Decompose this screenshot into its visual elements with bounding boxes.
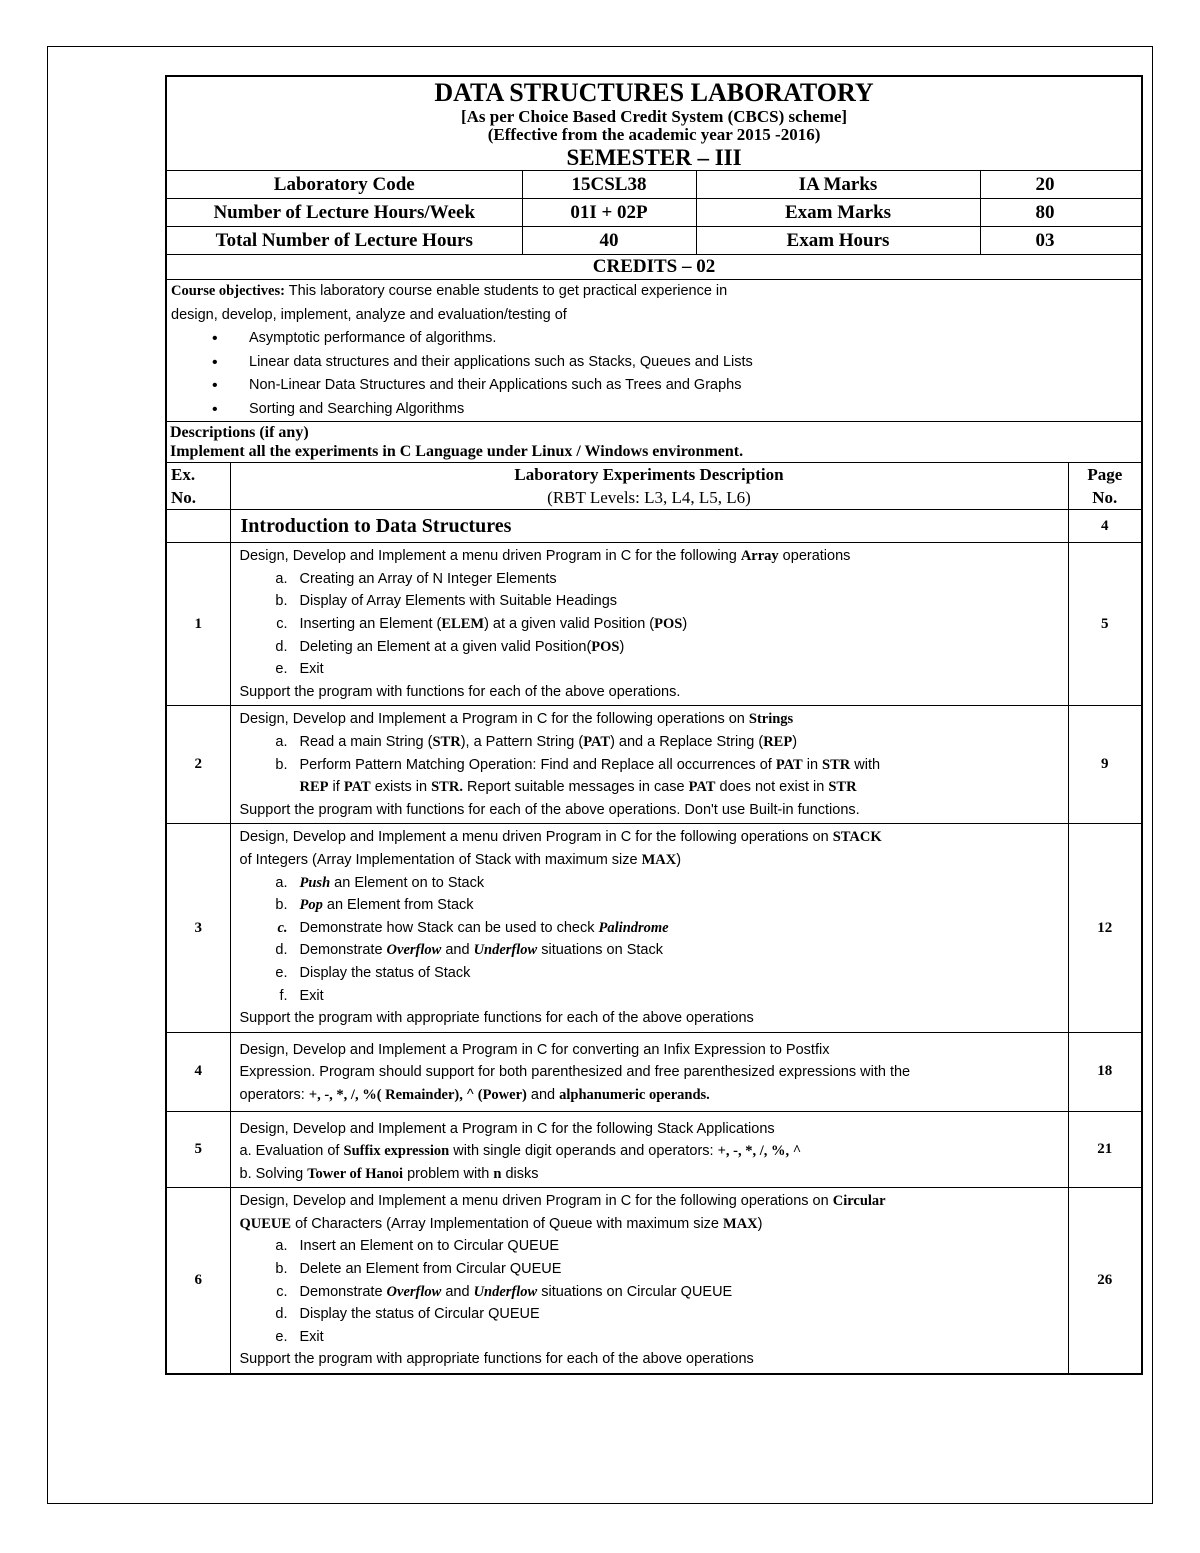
info-row	[166, 171, 1142, 199]
list-item: c. Demonstrate how Stack can be used to check Palindrome	[277, 919, 669, 936]
info-label: Laboratory Code	[166, 171, 522, 199]
exno-header: Ex. No.	[166, 463, 230, 510]
list-item: a. Read a main String (STR), a Pattern String (PAT) and a Replace String (REP)	[275, 734, 798, 751]
page-number: 12	[1068, 824, 1142, 1032]
info-label: Exam Marks	[696, 199, 980, 227]
list-item: • Linear data structures and their applications such as Stacks, Queues and Lists	[249, 351, 1137, 375]
info-value: 40	[522, 227, 696, 255]
objectives-label: Course objectives:	[171, 283, 285, 300]
list-item: d. Deleting an Element at a given valid Position(POS)	[275, 638, 625, 655]
page-number: 9	[1068, 706, 1142, 824]
info-value: 20	[980, 171, 1142, 199]
intro-title: Introduction to Data Structures	[230, 510, 1068, 543]
page-header: Page No.	[1068, 463, 1142, 510]
descriptions-text: Implement all the experiments in C Language under Linux / Windows environment.	[170, 443, 744, 461]
info-value: 80	[980, 199, 1142, 227]
list-item: c. Demonstrate Overflow and Underflow situations on Circular QUEUE	[276, 1283, 733, 1300]
experiment-number: 4	[166, 1032, 230, 1111]
page-number: 21	[1068, 1111, 1142, 1188]
table-row	[166, 1032, 1142, 1111]
list-item: a. Insert an Element on to Circular QUEUE	[275, 1238, 559, 1255]
info-row	[166, 199, 1142, 227]
experiment-description: Design, Develop and Implement a menu driven Program in C for the following operations on Circular QUEUE of Characters (Array Implementation of Queue with maximum size MAX) a. Insert an Element on to Circular QUEUE b. Delete an Element from Circular QUEUE c. Demonstrate Overflow and Underflow situations on Circular QUEUE d. Display the status of Circular QUEUE e. Exit Support the program with appropriate functions for each of the above operations	[230, 1188, 1068, 1374]
list-item: e. Exit	[275, 661, 324, 678]
description-header: Laboratory Experiments Description (RBT Levels: L3, L4, L5, L6)	[230, 463, 1068, 510]
list-item: d. Demonstrate Overflow and Underflow situations on Stack	[275, 942, 663, 959]
experiment-description: Design, Develop and Implement a menu driven Program in C for the following operations on STACK of Integers (Array Implementation of Stack with maximum size MAX) a. Push an Element on to Stack b. Pop an Element from Stack c. Demonstrate how Stack can be used to check Palindrome d. Demonstrate Overflow and Underflow situations on Stack e. Display the status of Stack f. Exit Support the program with appropriate functions for each of the above operations	[230, 824, 1068, 1032]
objectives-text: This laboratory course enable students to get practical experience in	[284, 283, 728, 300]
list-item: b. Perform Pattern Matching Operation: Find and Replace all occurrences of PAT in STR with	[275, 756, 881, 773]
info-row	[166, 227, 1142, 255]
objectives-text: design, develop, implement, analyze and evaluation/testing of	[171, 306, 567, 323]
syllabus-table	[165, 75, 1143, 1375]
document-header	[166, 76, 1142, 171]
info-value: 03	[980, 227, 1142, 255]
list-item: c. Inserting an Element (ELEM) at a given valid Position (POS)	[276, 616, 688, 633]
experiment-number: 3	[166, 824, 230, 1032]
page-number: 18	[1068, 1032, 1142, 1111]
scheme-note: [As per Choice Based Credit System (CBCS) scheme]	[460, 106, 848, 126]
effective-note: (Effective from the academic year 2015 -2016)	[487, 125, 821, 145]
list-item: f. Exit	[279, 987, 324, 1004]
list-item: b. Delete an Element from Circular QUEUE	[275, 1261, 562, 1278]
list-item: b. Display of Array Elements with Suitable Headings	[275, 593, 618, 610]
experiment-description: Design, Develop and Implement a Program in C for the following Stack Applications a. Evaluation of Suffix expression with single digit operands and operators: +, -, *, /, %, ^ b. Solving Tower of Hanoi problem with n disks	[230, 1111, 1068, 1188]
list-item: b. Pop an Element from Stack	[275, 897, 474, 914]
list-item: • Asymptotic performance of algorithms.	[249, 327, 1137, 351]
experiment-description: Design, Develop and Implement a menu driven Program in C for the following Array operations a. Creating an Array of N Integer Elements b. Display of Array Elements with Suitable Headings c. Inserting an Element (ELEM) at a given valid Position (POS) d. Deleting an Element at a given valid Position(POS) e. Exit Support the program with functions for each of the above operations.	[230, 543, 1068, 706]
credits-label: CREDITS – 02	[166, 255, 1142, 280]
page-number: 5	[1068, 543, 1142, 706]
page-number: 4	[1068, 510, 1142, 543]
info-value: 15CSL38	[522, 171, 696, 199]
experiment-number: 1	[166, 543, 230, 706]
info-label: Exam Hours	[696, 227, 980, 255]
page-number: 26	[1068, 1188, 1142, 1374]
experiment-description: Design, Develop and Implement a Program in C for the following operations on Strings a. Read a main String (STR), a Pattern String (PAT) and a Replace String (REP) b. Perform Pattern Matching Operation: Find and Replace all occurrences of PAT in STR with REP if PAT exists in STR. Report suitable messages in case PAT does not exist in STR Support the program with functions for each of the above operations. Don't use Built-in functions.	[230, 706, 1068, 824]
list-item: • Non-Linear Data Structures and their Applications such as Trees and Graphs	[249, 374, 1137, 398]
info-label: Total Number of Lecture Hours	[166, 227, 522, 255]
table-row	[166, 1188, 1142, 1374]
table-row	[166, 1111, 1142, 1188]
list-item: • Sorting and Searching Algorithms	[249, 398, 1137, 422]
experiment-number: 5	[166, 1111, 230, 1188]
experiment-description: Design, Develop and Implement a Program in C for converting an Infix Expression to Postfix Expression. Program should support for both parenthesized and free parenthesized expressions with the operators: +, -, *, /, %( Remainder), ^ (Power) and alphanumeric operands.	[230, 1032, 1068, 1111]
column-header-row	[166, 463, 1142, 510]
table-row	[166, 510, 1142, 543]
course-title: DATA STRUCTURES LABORATORY	[434, 78, 874, 107]
list-item: e. Exit	[275, 1328, 324, 1345]
info-label: Number of Lecture Hours/Week	[166, 199, 522, 227]
experiment-number: 2	[166, 706, 230, 824]
descriptions-label: Descriptions (if any)	[170, 424, 309, 442]
info-value: 01I + 02P	[522, 199, 696, 227]
table-row	[166, 543, 1142, 706]
objectives-list	[171, 327, 1137, 421]
list-item: a. Creating an Array of N Integer Elements	[275, 570, 557, 587]
list-item: e. Display the status of Stack	[275, 964, 471, 981]
descriptions	[166, 422, 1142, 463]
experiment-number: 6	[166, 1188, 230, 1374]
semester-label: SEMESTER – III	[566, 144, 742, 170]
course-objectives	[166, 280, 1142, 422]
table-row	[166, 824, 1142, 1032]
info-label: IA Marks	[696, 171, 980, 199]
list-item: d. Display the status of Circular QUEUE	[275, 1306, 540, 1323]
table-row	[166, 706, 1142, 824]
list-item: a. Push an Element on to Stack	[275, 874, 485, 891]
